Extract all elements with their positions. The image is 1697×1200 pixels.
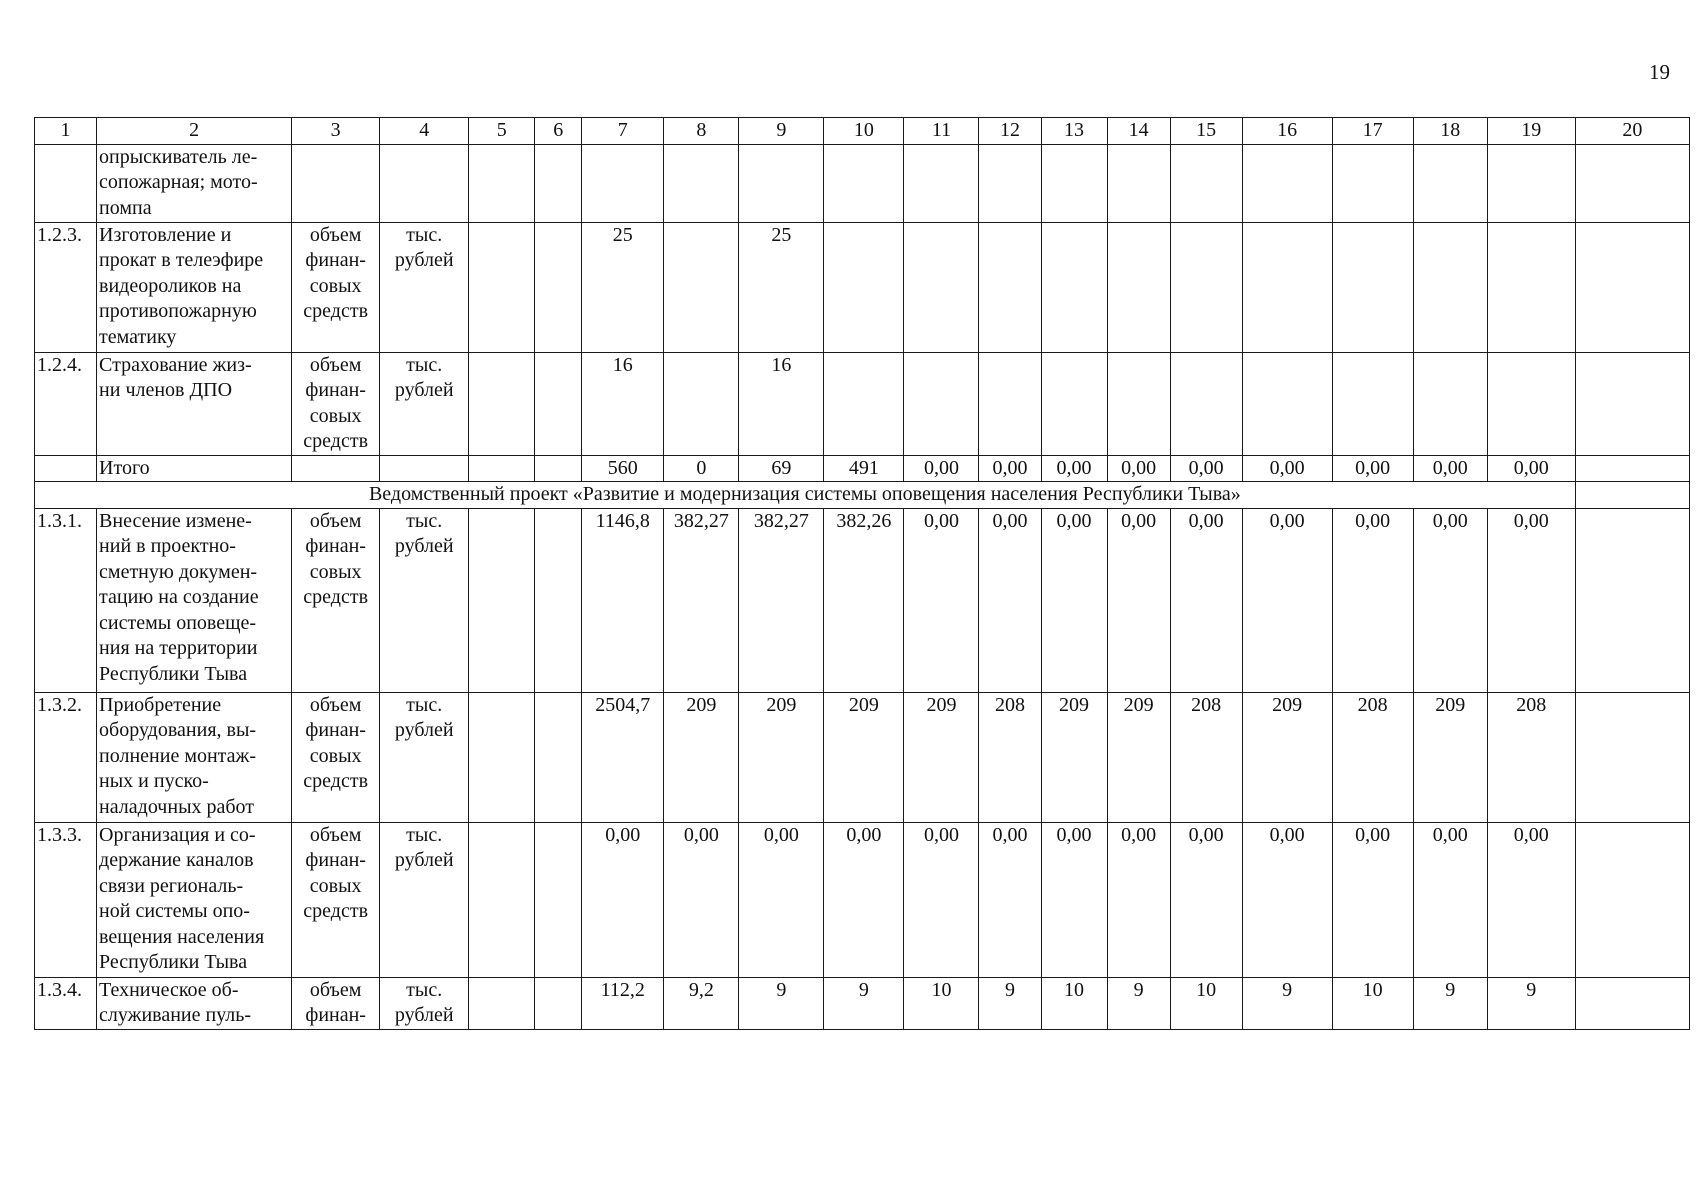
empty-cell bbox=[1575, 222, 1689, 352]
text-line: финан- bbox=[305, 379, 366, 401]
unit-of-measure bbox=[380, 692, 469, 822]
empty-cell bbox=[979, 144, 1041, 222]
value-cell: 0,00 bbox=[824, 822, 904, 977]
value-cell: 9 bbox=[1487, 977, 1575, 1029]
column-number: 6 bbox=[535, 118, 582, 145]
value-cell: 10 bbox=[1170, 977, 1242, 1029]
table-row bbox=[35, 822, 1690, 977]
value-cell: 9 bbox=[824, 977, 904, 1029]
text-line: рублей bbox=[394, 249, 454, 271]
text-line: объем bbox=[309, 823, 362, 846]
column-number: 14 bbox=[1107, 118, 1170, 145]
text-line: видеороликов на bbox=[99, 274, 242, 297]
indicator-name bbox=[292, 692, 380, 822]
unit-of-measure bbox=[380, 222, 469, 352]
total-value: 491 bbox=[824, 455, 904, 482]
value-cell bbox=[1041, 352, 1107, 455]
value-cell bbox=[1242, 222, 1332, 352]
value-cell bbox=[1332, 352, 1413, 455]
empty-cell bbox=[469, 455, 535, 482]
item-name bbox=[97, 822, 292, 977]
empty-cell bbox=[1041, 144, 1107, 222]
value-cell: 209 bbox=[1242, 692, 1332, 822]
empty-cell bbox=[1413, 144, 1487, 222]
unit-of-measure bbox=[380, 508, 469, 692]
value-cell bbox=[1107, 352, 1170, 455]
column-number: 8 bbox=[664, 118, 739, 145]
item-number: 1.3.2. bbox=[35, 692, 97, 822]
empty-cell bbox=[824, 144, 904, 222]
value-cell: 112,2 bbox=[582, 977, 664, 1029]
empty-cell bbox=[535, 977, 582, 1029]
total-value: 0,00 bbox=[979, 455, 1041, 482]
indicator-name bbox=[292, 222, 380, 352]
total-value: 0,00 bbox=[904, 455, 979, 482]
text-line: ной системы опо- bbox=[99, 900, 250, 922]
value-cell: 16 bbox=[739, 352, 824, 455]
text-line: тыс. bbox=[406, 353, 443, 376]
value-cell: 0,00 bbox=[739, 822, 824, 977]
text-line: противопожарную bbox=[99, 300, 257, 322]
section-title: Ведомственный проект «Развитие и модернизация системы оповещения населения Республики Тыва» bbox=[35, 482, 1576, 509]
column-number: 1 bbox=[35, 118, 97, 145]
text-line: Внесение измене- bbox=[99, 509, 252, 532]
value-cell: 25 bbox=[582, 222, 664, 352]
value-cell: 0,00 bbox=[1170, 822, 1242, 977]
empty-cell bbox=[739, 144, 824, 222]
text-line: объем bbox=[309, 223, 362, 246]
value-cell: 0,00 bbox=[979, 822, 1041, 977]
empty-cell bbox=[535, 222, 582, 352]
value-cell: 9 bbox=[1242, 977, 1332, 1029]
empty-cell bbox=[582, 144, 664, 222]
indicator-name bbox=[292, 822, 380, 977]
value-cell: 209 bbox=[664, 692, 739, 822]
value-cell: 0,00 bbox=[1487, 822, 1575, 977]
table-row bbox=[35, 144, 1690, 222]
text-line: прокат в телеэфире bbox=[99, 249, 264, 271]
unit-of-measure bbox=[380, 977, 469, 1029]
total-row-group bbox=[35, 455, 1690, 482]
value-cell bbox=[1487, 352, 1575, 455]
total-value: 0,00 bbox=[1041, 455, 1107, 482]
item-name bbox=[97, 222, 292, 352]
value-cell: 25 bbox=[739, 222, 824, 352]
text-line: опрыскиватель ле- bbox=[99, 145, 258, 168]
text-line: совых bbox=[309, 274, 362, 297]
text-line: финан- bbox=[305, 1004, 366, 1026]
item-name bbox=[97, 508, 292, 692]
text-line: наладочных работ bbox=[99, 795, 255, 818]
value-cell: 0,00 bbox=[1487, 508, 1575, 692]
column-number: 13 bbox=[1041, 118, 1107, 145]
value-cell: 0,00 bbox=[1242, 508, 1332, 692]
text-line: сметную докумен- bbox=[99, 560, 258, 583]
text-line: тыс. bbox=[406, 823, 443, 846]
item-name bbox=[97, 144, 292, 222]
text-line: финан- bbox=[305, 249, 366, 271]
text-line: Техническое об- bbox=[99, 978, 239, 1001]
text-line: средств bbox=[303, 430, 369, 452]
empty-cell bbox=[469, 508, 535, 692]
text-line: совых bbox=[309, 874, 362, 897]
value-cell bbox=[1332, 222, 1413, 352]
empty-cell bbox=[1575, 977, 1689, 1029]
total-value: 0,00 bbox=[1487, 455, 1575, 482]
value-cell: 10 bbox=[904, 977, 979, 1029]
item-name bbox=[97, 352, 292, 455]
column-number: 17 bbox=[1332, 118, 1413, 145]
text-line: Республики Тыва bbox=[99, 662, 248, 685]
table-row bbox=[35, 222, 1690, 352]
section-heading-group bbox=[35, 482, 1690, 509]
value-cell: 382,26 bbox=[824, 508, 904, 692]
column-number: 5 bbox=[469, 118, 535, 145]
value-cell: 0,00 bbox=[1041, 508, 1107, 692]
value-cell: 0,00 bbox=[979, 508, 1041, 692]
value-cell: 0,00 bbox=[1107, 822, 1170, 977]
empty-cell bbox=[1575, 822, 1689, 977]
total-label: Итого bbox=[97, 455, 292, 482]
text-line: совых bbox=[309, 560, 362, 583]
text-line: тацию на создание bbox=[99, 586, 259, 608]
text-line: системы оповеще- bbox=[99, 611, 257, 634]
value-cell: 209 bbox=[739, 692, 824, 822]
text-line: вещения населения bbox=[99, 925, 265, 948]
text-line: объем bbox=[309, 353, 362, 376]
value-cell: 10 bbox=[1041, 977, 1107, 1029]
empty-cell bbox=[1170, 144, 1242, 222]
budget-table bbox=[34, 117, 1690, 1030]
value-cell: 9,2 bbox=[664, 977, 739, 1029]
empty-cell bbox=[535, 508, 582, 692]
empty-cell bbox=[1575, 508, 1689, 692]
text-line: рублей bbox=[394, 849, 454, 871]
text-line: ний в проектно- bbox=[99, 535, 236, 557]
text-line: служивание пуль- bbox=[99, 1004, 252, 1026]
text-line: объем bbox=[309, 509, 362, 532]
value-cell: 0,00 bbox=[1332, 508, 1413, 692]
value-cell bbox=[1413, 352, 1487, 455]
value-cell bbox=[979, 352, 1041, 455]
text-line: Страхование жиз- bbox=[99, 353, 252, 376]
value-cell: 209 bbox=[1413, 692, 1487, 822]
empty-cell bbox=[380, 455, 469, 482]
empty-cell bbox=[35, 144, 97, 222]
text-line: средств bbox=[303, 300, 369, 322]
value-cell: 0,00 bbox=[582, 822, 664, 977]
empty-cell bbox=[1575, 455, 1689, 482]
empty-cell bbox=[1487, 144, 1575, 222]
value-cell: 208 bbox=[1170, 692, 1242, 822]
empty-cell bbox=[535, 692, 582, 822]
value-cell: 0,00 bbox=[664, 822, 739, 977]
empty-cell bbox=[1575, 352, 1689, 455]
text-line: финан- bbox=[305, 535, 366, 557]
text-line: ни членов ДПО bbox=[99, 379, 233, 401]
empty-cell bbox=[35, 455, 97, 482]
empty-cell bbox=[1575, 692, 1689, 822]
value-cell bbox=[1041, 222, 1107, 352]
value-cell: 16 bbox=[582, 352, 664, 455]
column-number: 16 bbox=[1242, 118, 1332, 145]
text-line: Приобретение bbox=[99, 693, 222, 716]
value-cell: 0,00 bbox=[904, 508, 979, 692]
column-number: 4 bbox=[380, 118, 469, 145]
table-row bbox=[35, 352, 1690, 455]
value-cell: 208 bbox=[1332, 692, 1413, 822]
value-cell bbox=[904, 222, 979, 352]
text-line: средств bbox=[303, 770, 369, 792]
item-name bbox=[97, 692, 292, 822]
column-number: 3 bbox=[292, 118, 380, 145]
empty-cell bbox=[469, 692, 535, 822]
empty-cell bbox=[535, 455, 582, 482]
value-cell: 209 bbox=[1041, 692, 1107, 822]
text-line: финан- bbox=[305, 849, 366, 871]
column-number: 19 bbox=[1487, 118, 1575, 145]
value-cell: 209 bbox=[824, 692, 904, 822]
value-cell: 208 bbox=[979, 692, 1041, 822]
value-cell: 209 bbox=[1107, 692, 1170, 822]
value-cell: 0,00 bbox=[1107, 508, 1170, 692]
text-line: полнение монтаж- bbox=[99, 744, 257, 767]
value-cell bbox=[904, 352, 979, 455]
value-cell: 9 bbox=[1413, 977, 1487, 1029]
text-line: ния на территории bbox=[99, 637, 258, 659]
empty-cell bbox=[1242, 144, 1332, 222]
text-line: совых bbox=[309, 404, 362, 427]
column-number: 12 bbox=[979, 118, 1041, 145]
value-cell: 9 bbox=[739, 977, 824, 1029]
value-cell bbox=[1487, 222, 1575, 352]
total-value: 0,00 bbox=[1170, 455, 1242, 482]
column-number-row bbox=[35, 118, 1690, 145]
table-row bbox=[35, 977, 1690, 1029]
value-cell: 9 bbox=[979, 977, 1041, 1029]
empty-cell bbox=[469, 144, 535, 222]
indicator-name bbox=[292, 352, 380, 455]
value-cell bbox=[664, 352, 739, 455]
value-cell: 0,00 bbox=[1170, 508, 1242, 692]
value-cell: 0,00 bbox=[1332, 822, 1413, 977]
empty-cell bbox=[1575, 482, 1689, 509]
empty-cell bbox=[535, 352, 582, 455]
value-cell: 10 bbox=[1332, 977, 1413, 1029]
item-number: 1.3.3. bbox=[35, 822, 97, 977]
value-cell bbox=[664, 222, 739, 352]
text-line: объем bbox=[309, 693, 362, 716]
value-cell: 0,00 bbox=[904, 822, 979, 977]
unit-of-measure bbox=[380, 822, 469, 977]
value-cell bbox=[1242, 352, 1332, 455]
value-cell bbox=[1107, 222, 1170, 352]
empty-cell bbox=[535, 822, 582, 977]
value-cell: 0,00 bbox=[1041, 822, 1107, 977]
item-number: 1.2.3. bbox=[35, 222, 97, 352]
value-cell: 0,00 bbox=[1413, 508, 1487, 692]
text-line: Организация и со- bbox=[99, 823, 256, 846]
empty-cell bbox=[469, 352, 535, 455]
value-cell: 9 bbox=[1107, 977, 1170, 1029]
activity-rows-1-2 bbox=[35, 222, 1690, 455]
total-value: 0,00 bbox=[1107, 455, 1170, 482]
empty-cell bbox=[380, 144, 469, 222]
empty-cell bbox=[1107, 144, 1170, 222]
text-line: рублей bbox=[394, 379, 454, 401]
empty-cell bbox=[292, 144, 380, 222]
text-line: тематику bbox=[99, 325, 177, 348]
value-cell: 0,00 bbox=[1242, 822, 1332, 977]
column-number: 9 bbox=[739, 118, 824, 145]
text-line: ных и пуско- bbox=[99, 770, 209, 792]
empty-cell bbox=[292, 455, 380, 482]
table-row bbox=[35, 508, 1690, 692]
column-number: 18 bbox=[1413, 118, 1487, 145]
value-cell bbox=[824, 352, 904, 455]
item-number: 1.3.1. bbox=[35, 508, 97, 692]
text-line: финан- bbox=[305, 719, 366, 741]
column-number: 20 bbox=[1575, 118, 1689, 145]
value-cell bbox=[979, 222, 1041, 352]
activity-rows-1-3 bbox=[35, 508, 1690, 1029]
text-line: совых bbox=[309, 744, 362, 767]
text-line: объем bbox=[309, 978, 362, 1001]
text-line: помпа bbox=[99, 196, 152, 219]
text-line: рублей bbox=[394, 719, 454, 741]
value-cell: 208 bbox=[1487, 692, 1575, 822]
text-line: средств bbox=[303, 586, 369, 608]
indicator-name bbox=[292, 508, 380, 692]
text-line: оборудования, вы- bbox=[99, 719, 257, 741]
text-line: тыс. bbox=[406, 223, 443, 246]
indicator-name bbox=[292, 977, 380, 1029]
empty-cell bbox=[535, 144, 582, 222]
empty-cell bbox=[664, 144, 739, 222]
value-cell: 2504,7 bbox=[582, 692, 664, 822]
value-cell: 0,00 bbox=[1413, 822, 1487, 977]
unit-of-measure bbox=[380, 352, 469, 455]
text-line: связи региональ- bbox=[99, 874, 244, 897]
empty-cell bbox=[1332, 144, 1413, 222]
empty-cell bbox=[469, 222, 535, 352]
text-line: средств bbox=[303, 900, 369, 922]
text-line: сопожарная; мото- bbox=[99, 171, 258, 193]
value-cell bbox=[824, 222, 904, 352]
text-line: рублей bbox=[394, 1004, 454, 1026]
empty-cell bbox=[1575, 144, 1689, 222]
carry-over-row-group bbox=[35, 144, 1690, 222]
table-row bbox=[35, 692, 1690, 822]
total-row bbox=[35, 455, 1690, 482]
total-value: 0,00 bbox=[1413, 455, 1487, 482]
section-row bbox=[35, 482, 1690, 509]
value-cell bbox=[1170, 222, 1242, 352]
text-line: рублей bbox=[394, 535, 454, 557]
total-value: 69 bbox=[739, 455, 824, 482]
column-number: 7 bbox=[582, 118, 664, 145]
value-cell: 1146,8 bbox=[582, 508, 664, 692]
column-number: 11 bbox=[904, 118, 979, 145]
total-value: 560 bbox=[582, 455, 664, 482]
empty-cell bbox=[469, 977, 535, 1029]
page-number: 19 bbox=[1649, 60, 1670, 84]
total-value: 0,00 bbox=[1332, 455, 1413, 482]
column-number: 10 bbox=[824, 118, 904, 145]
column-number: 15 bbox=[1170, 118, 1242, 145]
item-number: 1.3.4. bbox=[35, 977, 97, 1029]
total-value: 0,00 bbox=[1242, 455, 1332, 482]
item-number: 1.2.4. bbox=[35, 352, 97, 455]
item-name bbox=[97, 977, 292, 1029]
empty-cell bbox=[904, 144, 979, 222]
text-line: Республики Тыва bbox=[99, 951, 248, 973]
text-line: тыс. bbox=[406, 978, 443, 1001]
value-cell: 382,27 bbox=[739, 508, 824, 692]
text-line: тыс. bbox=[406, 509, 443, 532]
value-cell bbox=[1170, 352, 1242, 455]
text-line: Изготовление и bbox=[99, 223, 232, 246]
total-value: 0 bbox=[664, 455, 739, 482]
value-cell: 382,27 bbox=[664, 508, 739, 692]
empty-cell bbox=[469, 822, 535, 977]
column-number: 2 bbox=[97, 118, 292, 145]
value-cell: 209 bbox=[904, 692, 979, 822]
text-line: держание каналов bbox=[99, 849, 254, 871]
text-line: тыс. bbox=[406, 693, 443, 716]
value-cell bbox=[1413, 222, 1487, 352]
